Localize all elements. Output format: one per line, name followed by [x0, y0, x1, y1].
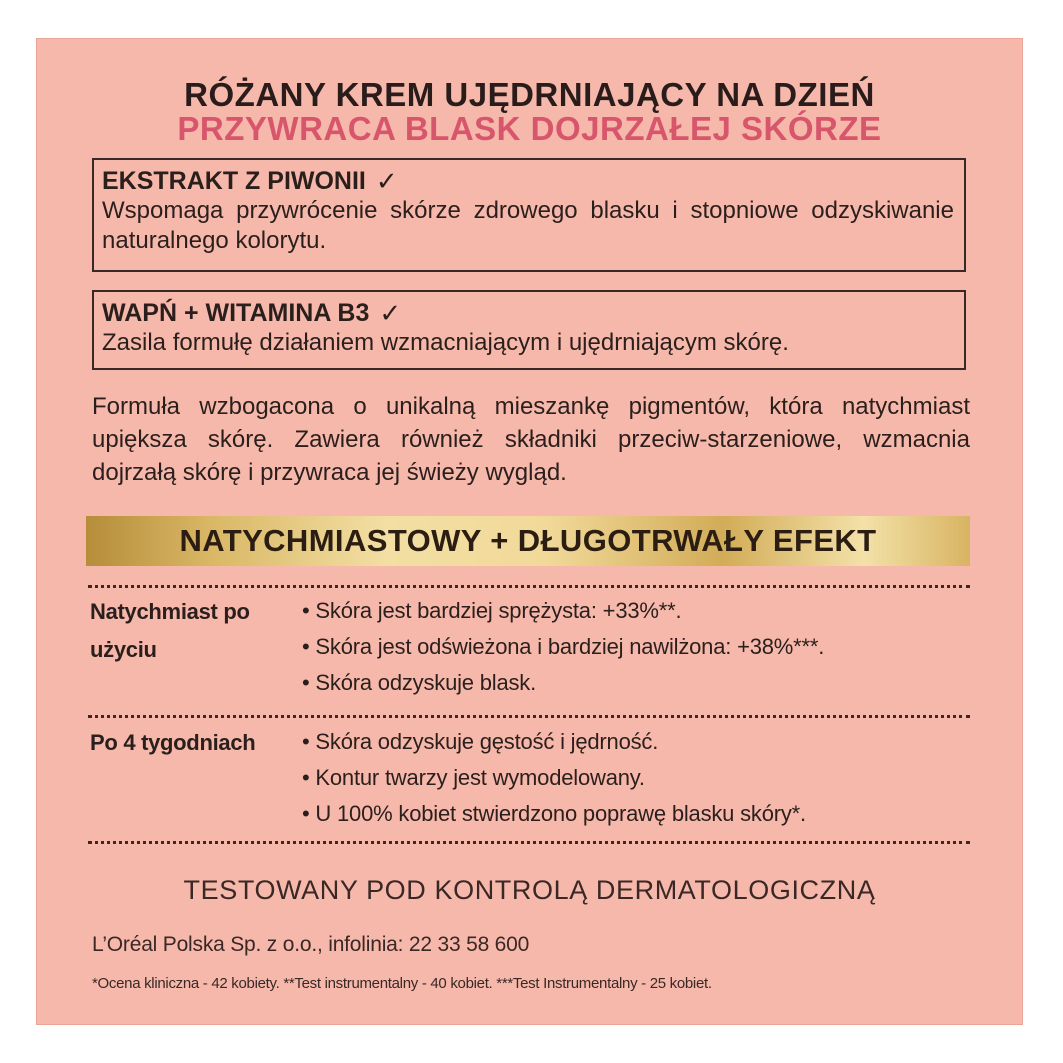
bullet-list-immediate: [302, 593, 824, 701]
product-subtitle: PRZYWRACA BLASK DOJRZAŁEJ SKÓRZE: [177, 110, 882, 147]
label-panel: [36, 38, 1023, 1025]
dermatology-statement: TESTOWANY POD KONTROLĄ DERMATOLOGICZNĄ: [183, 875, 876, 905]
ingredient-name: WAPŃ + WITAMINA B3: [102, 299, 370, 327]
dotted-divider: [88, 715, 970, 718]
ingredient-box-peony: [92, 158, 966, 272]
bullet-list-4-weeks: [302, 724, 806, 832]
effect-banner: NATYCHMIASTOWY + DŁUGOTRWAŁY EFEKT: [86, 516, 970, 566]
list-item: • Skóra jest odświeżona i bardziej nawilżona: +38%***.: [302, 634, 825, 659]
list-item: • U 100% kobiet stwierdzono poprawę blasku skóry*.: [302, 801, 806, 826]
footnotes: *Ocena kliniczna - 42 kobiety. **Test instrumentalny - 40 kobiet. ***Test Instrumentalny - 25 kobiet.: [92, 975, 712, 992]
ingredient-heading: [102, 166, 954, 196]
dotted-divider: [88, 841, 970, 844]
dotted-divider: [88, 585, 970, 588]
ingredient-box-calcium: [92, 290, 966, 370]
list-item: • Kontur twarzy jest wymodelowany.: [302, 765, 645, 790]
section-label-immediate: Natychmiast po użyciu: [90, 599, 250, 662]
ingredient-description: Zasila formułę działaniem wzmacniającym i ujędrniającym skórę.: [102, 329, 789, 356]
section-label-4-weeks: Po 4 tygodniach: [90, 730, 256, 755]
formula-description: Formuła wzbogacona o unikalną mieszankę pigmentów, która natychmiast upiększa skórę. Zawiera również składniki przeciw-starzeniowe, wzmacnia dojrzałą skórę i przywraca jej świeży wygląd.: [92, 393, 970, 486]
company-info: L’Oréal Polska Sp. z o.o., infolinia: 22 33 58 600: [92, 933, 530, 956]
list-item: • Skóra jest bardziej sprężysta: +33%**.: [302, 598, 682, 623]
ingredient-name: EKSTRAKT Z PIWONII: [102, 167, 366, 195]
ingredient-heading: [102, 298, 954, 328]
checkmark-icon: ✓: [379, 298, 402, 328]
checkmark-icon: ✓: [375, 166, 398, 196]
list-item: • Skóra odzyskuje blask.: [302, 670, 537, 695]
list-item: • Skóra odzyskuje gęstość i jędrność.: [302, 729, 659, 754]
ingredient-description: Wspomaga przywrócenie skórze zdrowego blasku i stopniowe odzyskiwanie naturalnego kolorytu.: [102, 197, 954, 254]
product-title: RÓŻANY KREM UJĘDRNIAJĄCY NA DZIEŃ: [184, 76, 875, 113]
